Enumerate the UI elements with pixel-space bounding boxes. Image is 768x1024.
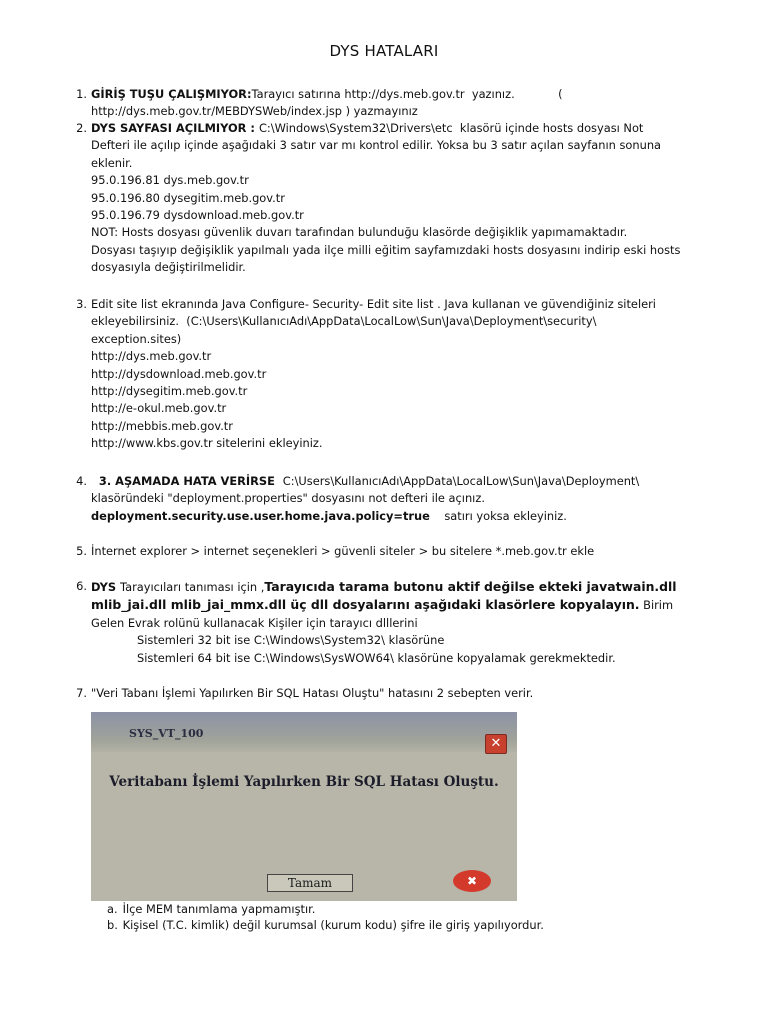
text-line: 95.0.196.80 dysegitim.meb.gov.tr [91,190,285,205]
text-line: deployment.security.use.user.home.java.policy=true satırı yoksa ekleyiniz. [91,508,567,523]
text-line: Sistemleri 32 bit ise C:\Windows\System32\ klasörüne [137,633,445,648]
text-line: http://www.kbs.gov.tr sitelerini ekleyiniz. [91,436,323,451]
text-line: mlib_jai.dll mlib_jai_mmx.dll üç dll dosyalarını aşağıdaki klasörlere kopyalayın. Birim [91,597,674,613]
list-number: 4. [76,474,87,488]
list-item [76,296,711,453]
close-icon: ✕ [485,734,507,754]
list-number: 3. [76,297,87,311]
text-line: http://dysdownload.meb.gov.tr [91,366,267,381]
error-dialog-screenshot [91,712,517,901]
reason-item: a. İlçe MEM tanımlama yapmamıştır. [107,902,316,916]
text-line: Sistemleri 64 bit ise C:\Windows\SysWOW64\ klasörüne kopyalamak gerekmektedir. [137,650,616,665]
text-line: dosyasıyla değiştirilmelidir. [91,260,246,275]
text-line: Edit site list ekranında Java Configure- Security- Edit site list . Java kullanan ve güvendiğiniz siteleri [91,297,656,311]
text-line: http://dysegitim.meb.gov.tr [91,384,248,399]
text-line: eklenir. [91,155,133,170]
list-item [76,685,711,702]
text-line: NOT: Hosts dosyası güvenlik duvarı tarafından bulunduğu klasörde değişiklik yapımamaktadır. [91,225,628,240]
text-line: 3. AŞAMADA HATA VERİRSE C:\Users\KullanıcıAdı\AppData\LocalLow\Sun\Java\Deployment\ [91,474,640,488]
list-number: 7. [76,686,87,700]
text-line: DYS SAYFASI AÇILMIYOR : C:\Windows\System32\Drivers\etc klasörü içinde hosts dosyası Not [91,121,644,135]
text-line: Dosyası taşıyıp değişiklik yapılmalı yada ilçe milli eğitim sayfamızdaki hosts dosyasını indirip eski hosts [91,242,681,257]
text-line: http://dys.meb.gov.tr/MEBDYSWeb/index.jsp ) yazmayınız [91,104,418,119]
list-number: 2. [76,121,87,135]
list-item [76,578,711,667]
text-line: 95.0.196.81 dys.meb.gov.tr [91,173,249,188]
dialog-title: SYS_VT_100 [129,727,204,740]
text-line: Defteri ile açılıp içinde aşağıdaki 3 satır var mı kontrol edilir. Yoksa bu 3 satır açılan sayfanın sonuna [91,138,662,153]
list-number: 5. [76,544,87,558]
reason-list [107,902,544,933]
dialog-message: Veritabanı İşlemi Yapılırken Bir SQL Hatası Oluştu. [109,774,499,790]
error-icon: ✖ [453,870,491,892]
list-item [76,473,711,525]
text-line: GİRİŞ TUŞU ÇALIŞMIYOR:Tarayıcı satırına http://dys.meb.gov.tr yazınız. ( [91,87,563,101]
list-item [76,543,711,560]
ok-button: Tamam [267,874,353,892]
reason-item: b. Kişisel (T.C. kimlik) değil kurumsal (kurum kodu) şifre ile giriş yapılıyordur. [107,917,544,932]
list-item [76,86,711,121]
text-line: DYS Tarayıcıları tanıması için ,Tarayıcıda tarama butonu aktif değilse ekteki javatwain.dll [91,579,677,594]
text-line: Gelen Evrak rolünü kullanacak Kişiler için tarayıcı dlllerini [91,615,418,630]
list-number: 1. [76,87,87,101]
text-line: 95.0.196.79 dysdownload.meb.gov.tr [91,208,304,223]
list-item [76,120,711,277]
list-number: 6. [76,579,87,593]
page-title: DYS HATALARI [329,42,439,60]
text-line: İnternet explorer > internet seçenekleri > güvenli siteler > bu sitelere *.meb.gov.tr ekle [91,544,595,558]
text-line: http://e-okul.meb.gov.tr [91,401,227,416]
text-line: http://dys.meb.gov.tr [91,349,212,364]
text-line: http://mebbis.meb.gov.tr [91,418,233,433]
text-line: "Veri Tabanı İşlemi Yapılırken Bir SQL Hatası Oluştu" hatasını 2 sebepten verir. [91,686,534,700]
text-line: klasöründeki "deployment.properties" dosyasını not defteri ile açınız. [91,491,485,506]
text-line: exception.sites) [91,331,182,346]
text-line: ekleyebilirsiniz. (C:\Users\KullanıcıAdı\AppData\LocalLow\Sun\Java\Deployment\security\ [91,314,597,329]
